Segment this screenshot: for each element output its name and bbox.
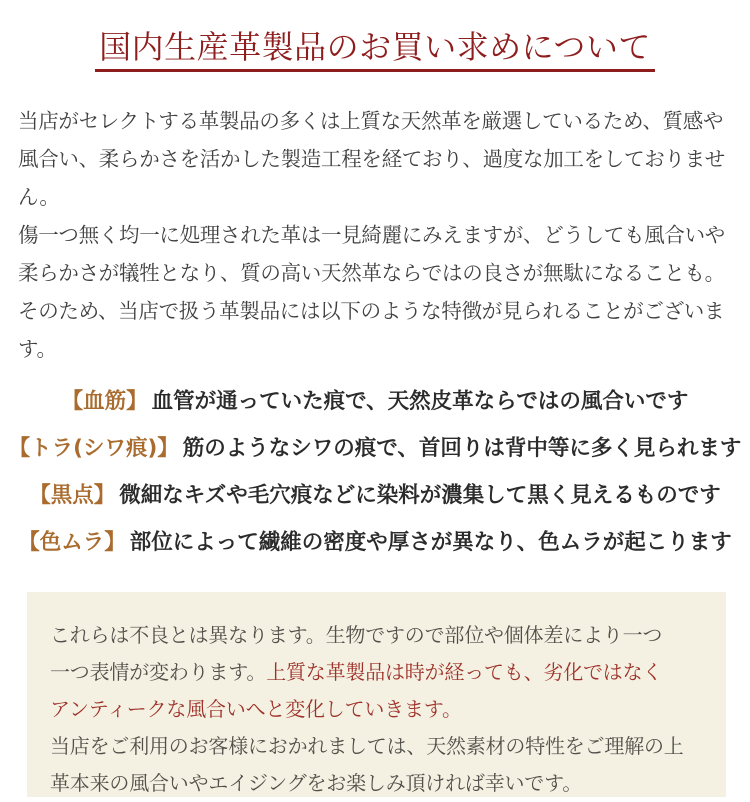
feature-item-tora [0,425,750,472]
intro-line: 風合い、柔らかさを活かした製造工程を経ており、過度な加工をしておりません。 [18,147,725,209]
feature-desc: 部位によって繊維の密度や厚さが異なり、色ムラが起こります [129,530,732,555]
note-highlight: 上質な革製品は時が経っても、劣化ではなく [266,660,663,684]
feature-term: 【トラ(シワ痕)】 [8,436,179,461]
intro-line: そのため、当店で扱う革製品には以下のような特徴が見られることがございます。 [18,299,725,361]
note-text: 革本来の風合いやエイジングをお楽しみ頂ければ幸いです。 [50,771,583,795]
note-text: 当店をご利用のお客様におかれましては、天然素材の特性をご理解の上 [50,734,684,758]
feature-desc: 微細なキズや毛穴痕などに染料が濃集して黒く見えるものです [119,483,721,508]
note-box [27,592,726,797]
page-title: 国内生産革製品のお買い求めについて [95,26,655,72]
intro-line: 傷一つ無く均一に処理された革は一見綺麗にみえますが、どうしても風合いや [18,223,725,247]
note-line [50,691,708,728]
note-line [50,765,708,802]
title-section [0,0,750,72]
feature-term: 【色ムラ】 [18,530,126,555]
note-line [50,654,708,691]
note-line [50,617,708,654]
note-highlight: アンティークな風合いへと変化していきます。 [50,697,462,721]
feature-term: 【血筋】 [61,389,148,414]
intro-paragraph [18,102,736,368]
feature-list [0,378,750,566]
intro-line: 当店がセレクトする革製品の多くは上質な天然革を厳選しているため、質感や [18,109,724,133]
feature-desc: 血管が通っていた痕で、天然皮革ならではの風合いです [151,389,689,414]
feature-item-chisuji [0,378,750,425]
feature-item-kokuten [0,472,750,519]
feature-desc: 筋のようなシワの痕で、首回りは背中等に多く見られます [182,436,742,461]
note-text: 一つ表情が変わります。 [50,660,267,684]
note-text: これらは不良とは異なります。生物ですので部位や個体差により一つ [50,623,663,647]
feature-item-iromura [0,519,750,566]
note-line [50,728,708,765]
feature-term: 【黒点】 [29,483,116,508]
intro-line: 柔らかさが犠牲となり、質の高い天然革ならではの良さが無駄になることも。 [18,261,725,285]
